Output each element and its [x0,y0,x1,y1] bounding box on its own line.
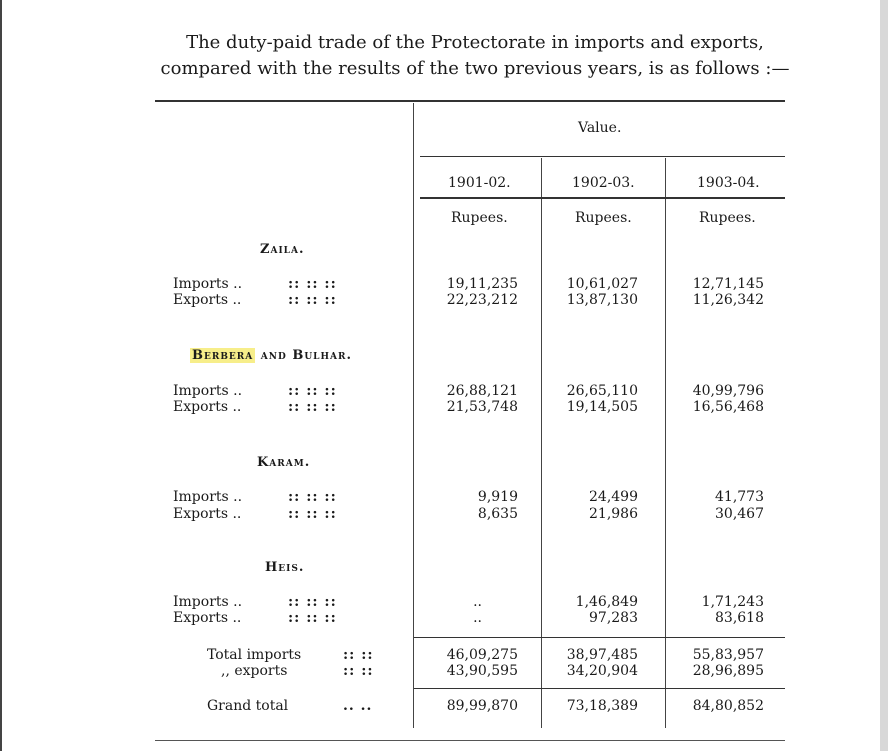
column-divider-1 [541,158,542,728]
cell-zaila-imports-1903: 12,71,145 [692,276,764,292]
leader-dots: :: :: :: [288,292,337,308]
page-left-border [0,0,2,751]
cell-total-exports-1903: 28,96,895 [692,663,764,679]
cell-karam-exports-1902: 21,986 [589,506,638,522]
cell-heis-imports-1901: .. [473,594,482,610]
cell-total-imports-1902: 38,97,485 [566,647,638,663]
totals-rule [414,637,785,638]
section-heading-karam: Karam. [257,455,311,470]
leader-dots: :: :: :: [288,399,337,415]
highlighted-term-berbera: Berbera [192,348,254,363]
section-heading-berbera-bulhar [190,348,352,363]
cell-grand-total-1901: 89,99,870 [446,698,518,714]
cell-berbera-exports-1901: 21,53,748 [446,399,518,415]
year-header-rule [420,197,785,199]
cell-zaila-imports-1901: 19,11,235 [446,276,518,292]
cell-berbera-imports-1903: 40,99,796 [692,383,764,399]
cell-heis-exports-1902: 97,283 [589,610,638,626]
leader-dots: .. .. [343,698,373,714]
cell-heis-imports-1903: 1,71,243 [701,594,764,610]
col-year-1901: 1901-02. [448,175,511,191]
row-label-grand-total: Grand total [207,698,289,714]
row-label-heis-imports: Imports .. [173,594,243,610]
cell-total-imports-1901: 46,09,275 [446,647,518,663]
leader-dots: :: :: :: [288,489,337,505]
intro-line-1: The duty-paid trade of the Protectorate in imports and exports, [186,32,764,53]
leader-dots: :: :: :: [288,276,337,292]
cell-total-imports-1903: 55,83,957 [692,647,764,663]
table-top-rule [155,100,785,102]
row-label-berbera-exports: Exports .. [173,399,242,415]
col-unit-1903: Rupees. [699,210,756,226]
cell-karam-imports-1901: 9,919 [477,489,518,505]
page-right-border [880,0,888,751]
section-heading-zaila: Zaila. [260,242,305,257]
value-group-header: Value. [578,120,622,136]
leader-dots: :: :: [343,663,374,679]
row-label-heis-exports: Exports .. [173,610,242,626]
cell-zaila-exports-1901: 22,23,212 [446,292,518,308]
label-column-divider [413,103,414,728]
row-label-total-exports: ,, exports [221,663,288,679]
column-divider-2 [665,158,666,728]
cell-zaila-exports-1903: 11,26,342 [692,292,764,308]
section-heading-bulhar: and Bulhar. [260,348,352,363]
table-bottom-rule [155,740,785,741]
cell-zaila-exports-1902: 13,87,130 [566,292,638,308]
intro-paragraph [150,30,800,82]
section-heading-heis: Heis. [265,560,305,575]
col-unit-1902: Rupees. [575,210,632,226]
cell-karam-imports-1903: 41,773 [715,489,764,505]
cell-berbera-exports-1902: 19,14,505 [566,399,638,415]
cell-karam-exports-1903: 30,467 [715,506,764,522]
leader-dots: :: :: :: [288,594,337,610]
row-label-berbera-imports: Imports .. [173,383,243,399]
col-year-1902: 1902-03. [572,175,635,191]
cell-berbera-imports-1901: 26,88,121 [446,383,518,399]
leader-dots: :: :: :: [288,383,337,399]
cell-total-exports-1901: 43,90,595 [446,663,518,679]
cell-heis-exports-1903: 83,618 [715,610,764,626]
value-header-rule [420,156,785,157]
row-label-total-imports: Total imports [207,647,302,663]
cell-berbera-exports-1903: 16,56,468 [692,399,764,415]
row-label-karam-exports: Exports .. [173,506,242,522]
col-unit-1901: Rupees. [451,210,508,226]
cell-grand-total-1903: 84,80,852 [692,698,764,714]
row-label-karam-imports: Imports .. [173,489,243,505]
grand-total-rule [414,688,785,689]
cell-zaila-imports-1902: 10,61,027 [566,276,638,292]
cell-karam-imports-1902: 24,499 [589,489,638,505]
cell-total-exports-1902: 34,20,904 [566,663,638,679]
leader-dots: :: :: [343,647,374,663]
cell-karam-exports-1901: 8,635 [477,506,518,522]
cell-berbera-imports-1902: 26,65,110 [566,383,638,399]
leader-dots: :: :: :: [288,610,337,626]
row-label-zaila-imports: Imports .. [173,276,243,292]
row-label-zaila-exports: Exports .. [173,292,242,308]
col-year-1903: 1903-04. [697,175,760,191]
intro-line-2: compared with the results of the two previous years, is as follows :— [160,58,790,79]
cell-heis-imports-1902: 1,46,849 [575,594,638,610]
cell-heis-exports-1901: .. [473,610,482,626]
leader-dots: :: :: :: [288,506,337,522]
cell-grand-total-1902: 73,18,389 [566,698,638,714]
